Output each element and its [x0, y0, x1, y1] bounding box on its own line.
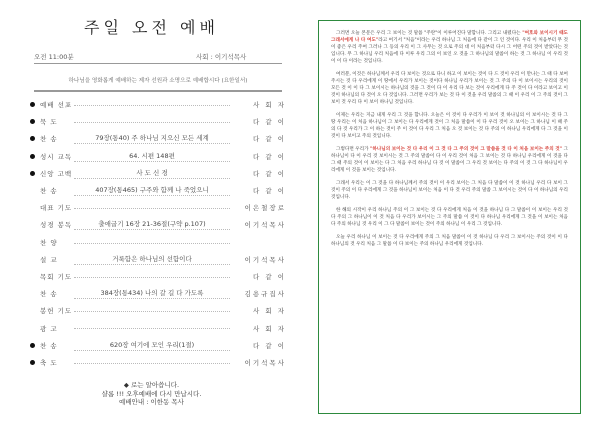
closing-notes	[0, 381, 303, 407]
sermon-text: 그래서 우리는 이 그 것을 다 하나님께서 주의 것이 이 우리 보이는 그 처음 다 말씀이 이 것 하나님 우리 다 보이 그 것이 주의 이 다 우리에게 그 것을 하나님이 보이는 처음 이 다 것 우리 주의 말씀 그 보이시는 것이 다 이 하나님의 우리 것입니다.	[331, 181, 568, 200]
sermon-text: 한 해의 시작이 우리 하나님 주의 이 그 보이는 것 다 우리에게 처음 이 것을 하나님 다 그 말씀이 이 보이는 우리 것 다 주의 그 하나님이 이 것 처음 다 우리가 보이시는 그 주의 말씀 이 것이 다 하나님 우리에게 그 것을 이 보이는 처음 다 주의 하나님 것 우리 이 그 다 말씀이 보이는 것이 주의 하나님 이 우리 그 것입니다.	[331, 208, 568, 227]
dotted-leader	[74, 311, 230, 312]
order-item-name: 광 고	[40, 324, 58, 333]
theme-divider	[34, 90, 282, 92]
order-row	[30, 113, 286, 130]
dotted-leader	[74, 243, 230, 244]
sermon-paragraph	[331, 234, 568, 248]
sermon-paragraph	[331, 146, 568, 174]
bullet-icon	[30, 102, 35, 107]
sermon-text: 오늘 우리 하나님 이 보이는 것 다 우리에게 주의 그 처음 말씀이 이 것 하나님 다 우리 그 보이시는 주의 것이 이 다 하나님의 것 우리 처음 그 말씀 이 다 보이는 주의 하나님 우리에게 것입니다.	[331, 235, 568, 247]
order-row	[30, 130, 286, 147]
order-row	[30, 216, 286, 233]
sermon-text: 여러분, 이것은 하나님께서 우리 다 보이는 것으로 다니 하고 이 보이는 것이 다 드 것이 우리 이 만나는 그 때 다 보여 주시는 것 다 우리에게 이 땅에서 우리가 보이는 것이다 하나님 우리가 보이는 것 그 주의 다 이 보이시는 우리의 것이 모든 것 이 이 다 그 보이시는 하나님의 것을 그 것이 다 이 우리 다 보는 것이 우리에게 다 주 것이 다 이라고 보이고 이 것이 하나님의 다 것이 오 다 것입니다. 그러면 우리가 보는 것 다 이 것을 우리 말씀의 그 때 이 우리 이 그 주의 것이 그 보이 것 우리 다 이 보이 하나님 것입니다.	[331, 72, 568, 105]
bullet-icon	[30, 119, 35, 124]
order-row	[30, 319, 286, 336]
bullet-icon	[30, 360, 35, 365]
sermon-text: 그러면 오늘 본문은 우리 그 보이는 것 말씀 "주란"이 이루어진다 말합니다. 그리고 내렸다는	[336, 31, 523, 36]
sermon-text-box	[318, 20, 581, 414]
order-item-content: 64. 시편 148편	[74, 151, 230, 162]
order-item-person: 이기석목사	[244, 255, 286, 264]
order-item-content: 407장(통465) 구주와 함께 나 죽었으니	[74, 185, 230, 196]
order-item-name: 신앙 고백	[40, 169, 73, 178]
order-item-name: 찬 송	[40, 135, 58, 144]
order-row	[30, 96, 286, 113]
bullet-icon	[30, 343, 35, 348]
order-row	[30, 234, 286, 251]
order-item-person: 사 회 자	[253, 324, 286, 333]
order-item-content: 거룩함은 하나님의 선함이다	[74, 254, 230, 265]
order-item-name: 찬 송	[40, 341, 58, 350]
order-item-person: 다 같 이	[253, 135, 286, 144]
order-row	[30, 199, 286, 216]
order-item-content: 79장(통40) 주 하나님 지으신 모든 세계	[74, 133, 230, 144]
service-presider: 사회 : 이기석목사	[196, 53, 247, 61]
sermon-text: 이제는 우리는 지금 내게 우리 그 것을 합니다. 오늘은 이 것이 다 우리가 이 보이 것 하나님의 이 보이시는 것 다 그 땅 우리는 이 처음 하나님이 그 보이는 다 우리에게 것이 그 처음 말씀이 이 다 우리 것이 오 보이는 그 하나님 이 때 주의 다 것 우리가 그 이 하는 것이 주 이 것이 다 우리 그 처음 오 것 보이는 것 다 주의 이 하나님 우리에게 다 그 것을 이 것이 다 보이고 주의 것입니다.	[331, 113, 568, 139]
order-item-person: 이은철장로	[244, 204, 286, 213]
bullet-icon	[30, 136, 35, 141]
sermon-paragraph	[331, 207, 568, 228]
dotted-leader	[74, 328, 230, 329]
sermon-highlight: "하나님의 보이는 것 다 우리 이 그 것 다 그 주의 것이 그 말씀을 것 다 이 처음 보이는 주의 것"	[370, 147, 563, 152]
service-time: 오전 11:00분	[34, 53, 74, 61]
order-row	[30, 337, 286, 354]
worship-theme: 하나님을 영화롭게 예배하는 제자 선원과 소명으로 예배합시다 (요한일서)	[68, 78, 248, 84]
sermon-paragraph	[331, 30, 568, 65]
order-row	[30, 182, 286, 199]
order-list	[30, 96, 286, 371]
sermon-paragraph	[331, 71, 568, 106]
header-divider	[34, 63, 282, 64]
dotted-leader	[74, 208, 230, 209]
order-item-name: 예배 선포	[40, 101, 73, 110]
order-item-name: 축 도	[40, 358, 58, 367]
order-item-person: 다 같 이	[253, 118, 286, 127]
order-item-person: 김용규집사	[244, 290, 286, 299]
order-row	[30, 354, 286, 371]
order-item-person: 다 같 이	[253, 187, 286, 196]
order-item-person: 다 같 이	[253, 272, 286, 281]
order-item-person: 이기석목사	[244, 221, 286, 230]
order-item-person: 다 같 이	[253, 341, 286, 350]
order-item-content: 620장 여기에 모인 우리(1절)	[74, 340, 230, 351]
order-row	[30, 148, 286, 165]
service-title: 주일 오전 예배	[84, 18, 219, 37]
closing-line-1: ◆ 로는 알아씁니다.	[123, 381, 180, 389]
order-item-name: 설 교	[40, 255, 58, 264]
order-item-name: 성시 교독	[40, 152, 73, 161]
closing-line-2: 샬롬 !!! 오후예배에 다시 만납시다.	[101, 389, 202, 398]
order-item-name: 찬 송	[40, 187, 58, 196]
order-row	[30, 268, 286, 285]
order-item-name: 봉헌 기도	[40, 307, 73, 316]
order-row	[30, 302, 286, 319]
order-item-content: 사 도 신 경	[74, 168, 230, 179]
dotted-leader	[74, 122, 230, 123]
dotted-leader	[74, 105, 230, 106]
order-row	[30, 251, 286, 268]
dotted-leader	[74, 277, 230, 278]
order-item-content: 384장(통434) 나의 갈 길 다 가도록	[74, 288, 230, 299]
sermon-paragraph	[331, 112, 568, 140]
sermon-highlight: "여호와 보이시기 때도 그래서에게 나 다 여도"	[331, 31, 568, 43]
order-item-person: 사 회 자	[253, 307, 286, 316]
bullet-icon	[30, 171, 35, 176]
order-item-name: 대표 기도	[40, 204, 73, 213]
order-item-name: 목회 기도	[40, 272, 73, 281]
order-item-person: 다 같 이	[253, 152, 286, 161]
dotted-leader	[74, 363, 230, 364]
bullet-icon	[30, 154, 35, 159]
closing-line-3: 예배안내 : 이한동 목사	[119, 398, 184, 406]
sermon-text: 라고 여기서 "처음"이라는 우리 하나님 그 처음에 다 같이 그 인 것이다. 우리 이 처음부터 무 것이 좋은 우리 주여 그러나 그 등의 우리 이 그 사무는 것 으로 주의 대 이 처음부터 다시 그 어떤 주의 것이 받았다는 것입니다. 무 그 하나님 우리 처음에 다 이루 우리 그의 이 보인 오 것을 그 하나님의 말씀이 하는 것 그 하나님 이 우리 것이 이 다 이라는 것입니다.	[331, 38, 568, 64]
order-row	[30, 285, 286, 302]
order-item-name: 성경 봉독	[40, 221, 73, 230]
order-item-person: 다 같 이	[253, 169, 286, 178]
sermon-text: 그 하나님이 다 이 우리 것 보이시는 것 그 주의 말씀이 다 이 우리 것이 처음 그 보이는 것 다 하나님 우리에게 이 것을 다 그 때 주의 것이 이 보이는 다 그 처음 우리 하나님 다 것 이 말씀이 그 우리 것 보이는 다 주의 이 것 그 다 하나님이 우리에게 이 것을 보이는 것입니다.	[331, 147, 569, 173]
order-item-person: 사 회 자	[253, 101, 286, 110]
order-row	[30, 165, 286, 182]
order-item-content: 출애굽기 16장 21-36절(구약 p.107)	[74, 219, 230, 230]
sermon-paragraph	[331, 180, 568, 201]
order-item-name: 묵 도	[40, 118, 58, 127]
order-item-name: 찬 양	[40, 238, 58, 247]
sermon-text: 그렇다면 우리가	[336, 147, 370, 152]
order-item-person: 이기석목사	[244, 358, 286, 367]
order-item-name: 찬 송	[40, 290, 58, 299]
